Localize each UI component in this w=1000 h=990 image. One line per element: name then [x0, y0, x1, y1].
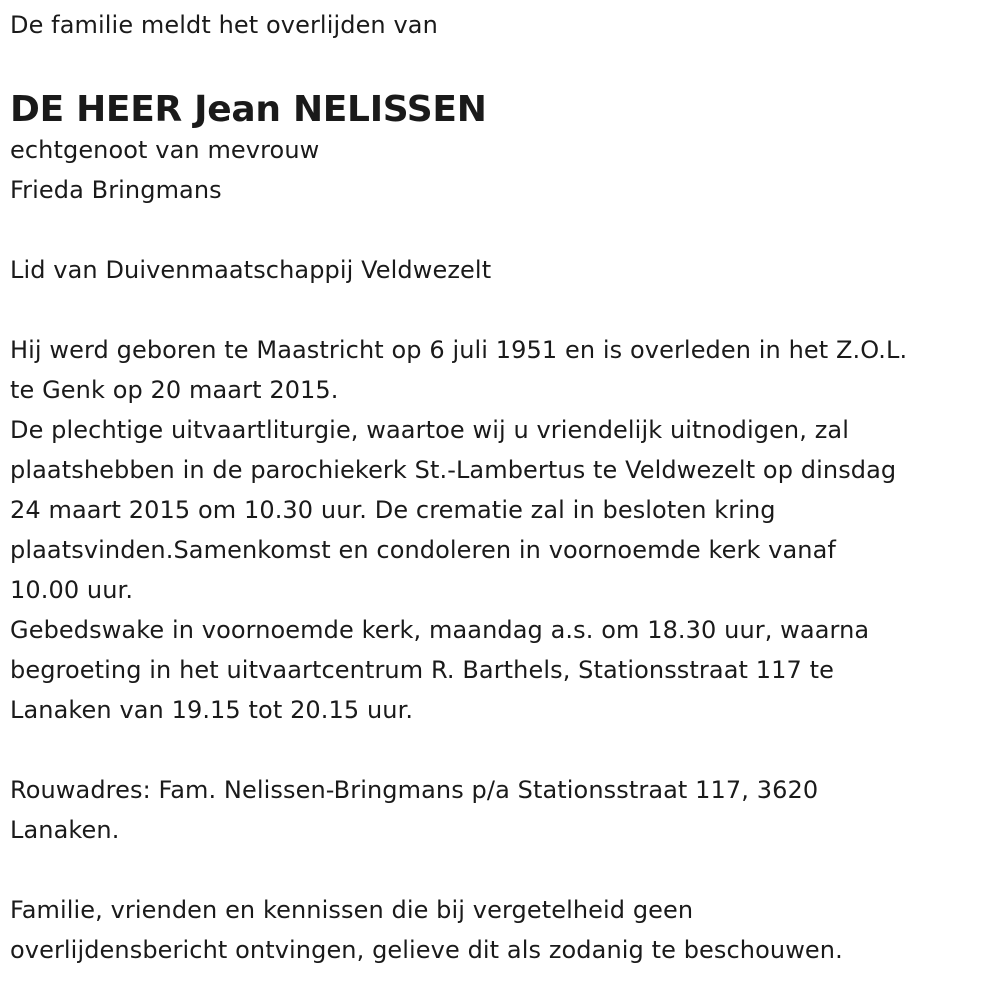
details-line: begroeting in het uitvaartcentrum R. Barthels, Stationsstraat 117 te [10, 656, 834, 684]
spacer [10, 290, 995, 330]
deceased-name: DE HEER Jean NELISSEN [10, 89, 487, 130]
spouse-line: echtgenoot van mevrouw [10, 136, 320, 164]
spacer [10, 730, 995, 770]
details-line: Lanaken van 19.15 tot 20.15 uur. [10, 696, 414, 724]
details-line: Gebedswake in voornoemde kerk, maandag a.s. om 18.30 uur, waarna [10, 616, 870, 644]
spouse-name: Frieda Bringmans [10, 176, 222, 204]
details-line: Hij werd geboren te Maastricht op 6 juli 1951 en is overleden in het Z.O.L. [10, 336, 908, 364]
details-line: plaatsvinden.Samenkomst en condoleren in voornoemde kerk vanaf [10, 536, 836, 564]
closing-line: Familie, vrienden en kennissen die bij vergetelheid geen [10, 896, 694, 924]
details-line: plaatshebben in de parochiekerk St.-Lambertus te Veldwezelt op dinsdag [10, 456, 897, 484]
intro-line: De familie meldt het overlijden van [10, 11, 438, 39]
details-line: 24 maart 2015 om 10.30 uur. De crematie zal in besloten kring [10, 496, 776, 524]
closing-line: overlijdensbericht ontvingen, gelieve dit als zodanig te beschouwen. [10, 936, 843, 964]
spacer [10, 850, 995, 890]
obituary-document [10, 0, 995, 970]
address-line: Rouwadres: Fam. Nelissen-Bringmans p/a Stationsstraat 117, 3620 [10, 776, 819, 804]
details-line: De plechtige uitvaartliturgie, waartoe wij u vriendelijk uitnodigen, zal [10, 416, 849, 444]
spacer [10, 210, 995, 250]
details-line: 10.00 uur. [10, 576, 134, 604]
details-line: te Genk op 20 maart 2015. [10, 376, 339, 404]
address-line: Lanaken. [10, 816, 120, 844]
membership-line: Lid van Duivenmaatschappij Veldwezelt [10, 256, 492, 284]
